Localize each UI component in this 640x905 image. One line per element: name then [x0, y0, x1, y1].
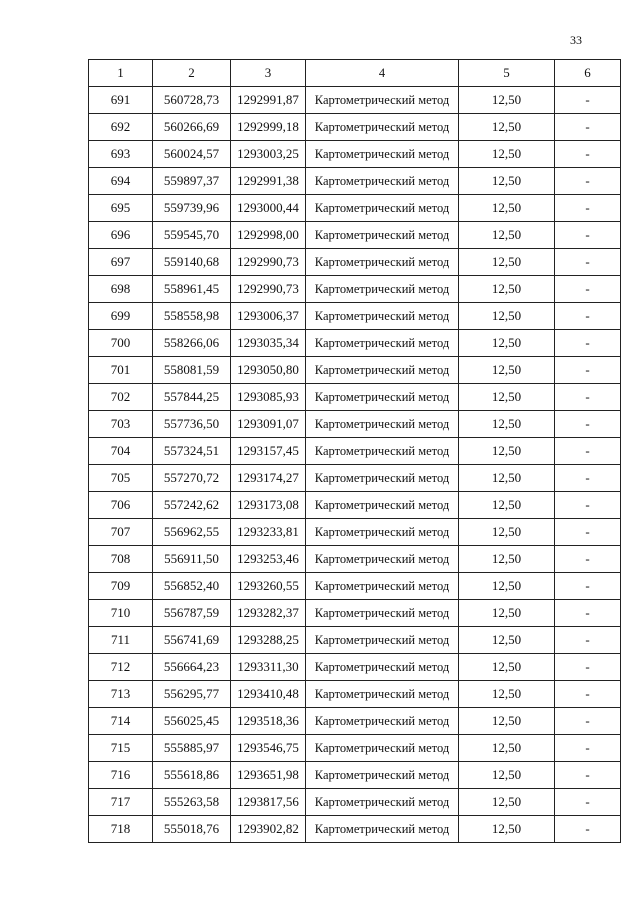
- table-row: [89, 762, 621, 789]
- method-cell: Картометрический метод: [306, 735, 459, 762]
- note-cell: -: [555, 762, 621, 789]
- x-coordinate-cell: 558558,98: [153, 303, 231, 330]
- note-cell: -: [555, 438, 621, 465]
- point-number-cell: 716: [89, 762, 153, 789]
- point-number-cell: 700: [89, 330, 153, 357]
- y-coordinate-cell: 1293288,25: [231, 627, 306, 654]
- method-cell: Картометрический метод: [306, 519, 459, 546]
- point-number-cell: 694: [89, 168, 153, 195]
- point-number-cell: 717: [89, 789, 153, 816]
- x-coordinate-cell: 556911,50: [153, 546, 231, 573]
- x-coordinate-cell: 555618,86: [153, 762, 231, 789]
- x-coordinate-cell: 555263,58: [153, 789, 231, 816]
- coordinates-table: [88, 59, 621, 843]
- note-cell: -: [555, 789, 621, 816]
- table-row: [89, 222, 621, 249]
- precision-cell: 12,50: [459, 168, 555, 195]
- table-row: [89, 735, 621, 762]
- x-coordinate-cell: 555885,97: [153, 735, 231, 762]
- note-cell: -: [555, 627, 621, 654]
- table-row: [89, 195, 621, 222]
- method-cell: Картометрический метод: [306, 87, 459, 114]
- note-cell: -: [555, 681, 621, 708]
- method-cell: Картометрический метод: [306, 141, 459, 168]
- x-coordinate-cell: 556741,69: [153, 627, 231, 654]
- note-cell: -: [555, 654, 621, 681]
- point-number-cell: 702: [89, 384, 153, 411]
- point-number-cell: 718: [89, 816, 153, 843]
- precision-cell: 12,50: [459, 87, 555, 114]
- x-coordinate-cell: 557270,72: [153, 465, 231, 492]
- y-coordinate-cell: 1293157,45: [231, 438, 306, 465]
- precision-cell: 12,50: [459, 546, 555, 573]
- method-cell: Картометрический метод: [306, 600, 459, 627]
- method-cell: Картометрический метод: [306, 708, 459, 735]
- precision-cell: 12,50: [459, 681, 555, 708]
- precision-cell: 12,50: [459, 222, 555, 249]
- method-cell: Картометрический метод: [306, 789, 459, 816]
- precision-cell: 12,50: [459, 519, 555, 546]
- table-row: [89, 438, 621, 465]
- point-number-cell: 710: [89, 600, 153, 627]
- note-cell: -: [555, 816, 621, 843]
- y-coordinate-cell: 1293546,75: [231, 735, 306, 762]
- y-coordinate-cell: 1293282,37: [231, 600, 306, 627]
- table-row: [89, 87, 621, 114]
- header-cell: 2: [153, 60, 231, 87]
- note-cell: -: [555, 303, 621, 330]
- note-cell: -: [555, 384, 621, 411]
- method-cell: Картометрический метод: [306, 465, 459, 492]
- header-cell: 4: [306, 60, 459, 87]
- precision-cell: 12,50: [459, 789, 555, 816]
- table-row: [89, 573, 621, 600]
- y-coordinate-cell: 1293085,93: [231, 384, 306, 411]
- point-number-cell: 715: [89, 735, 153, 762]
- x-coordinate-cell: 556962,55: [153, 519, 231, 546]
- method-cell: Картометрический метод: [306, 438, 459, 465]
- note-cell: -: [555, 519, 621, 546]
- precision-cell: 12,50: [459, 465, 555, 492]
- y-coordinate-cell: 1292990,73: [231, 276, 306, 303]
- precision-cell: 12,50: [459, 573, 555, 600]
- method-cell: Картометрический метод: [306, 492, 459, 519]
- table-row: [89, 384, 621, 411]
- table-row: [89, 114, 621, 141]
- note-cell: -: [555, 114, 621, 141]
- y-coordinate-cell: 1293410,48: [231, 681, 306, 708]
- method-cell: Картометрический метод: [306, 114, 459, 141]
- note-cell: -: [555, 141, 621, 168]
- y-coordinate-cell: 1293233,81: [231, 519, 306, 546]
- method-cell: Картометрический метод: [306, 330, 459, 357]
- note-cell: -: [555, 465, 621, 492]
- precision-cell: 12,50: [459, 438, 555, 465]
- precision-cell: 12,50: [459, 384, 555, 411]
- y-coordinate-cell: 1293174,27: [231, 465, 306, 492]
- header-row: [89, 60, 621, 87]
- y-coordinate-cell: 1293050,80: [231, 357, 306, 384]
- note-cell: -: [555, 357, 621, 384]
- precision-cell: 12,50: [459, 249, 555, 276]
- table-row: [89, 303, 621, 330]
- x-coordinate-cell: 558961,45: [153, 276, 231, 303]
- x-coordinate-cell: 560024,57: [153, 141, 231, 168]
- point-number-cell: 704: [89, 438, 153, 465]
- y-coordinate-cell: 1293000,44: [231, 195, 306, 222]
- x-coordinate-cell: 555018,76: [153, 816, 231, 843]
- x-coordinate-cell: 559739,96: [153, 195, 231, 222]
- y-coordinate-cell: 1293518,36: [231, 708, 306, 735]
- note-cell: -: [555, 222, 621, 249]
- x-coordinate-cell: 558081,59: [153, 357, 231, 384]
- method-cell: Картометрический метод: [306, 573, 459, 600]
- precision-cell: 12,50: [459, 492, 555, 519]
- table-row: [89, 249, 621, 276]
- x-coordinate-cell: 556852,40: [153, 573, 231, 600]
- table-row: [89, 600, 621, 627]
- method-cell: Картометрический метод: [306, 546, 459, 573]
- point-number-cell: 706: [89, 492, 153, 519]
- y-coordinate-cell: 1292990,73: [231, 249, 306, 276]
- method-cell: Картометрический метод: [306, 222, 459, 249]
- precision-cell: 12,50: [459, 411, 555, 438]
- point-number-cell: 707: [89, 519, 153, 546]
- precision-cell: 12,50: [459, 627, 555, 654]
- note-cell: -: [555, 600, 621, 627]
- method-cell: Картометрический метод: [306, 762, 459, 789]
- note-cell: -: [555, 735, 621, 762]
- point-number-cell: 693: [89, 141, 153, 168]
- note-cell: -: [555, 573, 621, 600]
- y-coordinate-cell: 1292998,00: [231, 222, 306, 249]
- header-cell: 1: [89, 60, 153, 87]
- precision-cell: 12,50: [459, 276, 555, 303]
- y-coordinate-cell: 1293035,34: [231, 330, 306, 357]
- page-number: 33: [570, 33, 582, 47]
- note-cell: -: [555, 492, 621, 519]
- header-cell: 3: [231, 60, 306, 87]
- precision-cell: 12,50: [459, 600, 555, 627]
- table-row: [89, 681, 621, 708]
- note-cell: -: [555, 276, 621, 303]
- y-coordinate-cell: 1293817,56: [231, 789, 306, 816]
- table-row: [89, 546, 621, 573]
- y-coordinate-cell: 1293311,30: [231, 654, 306, 681]
- point-number-cell: 713: [89, 681, 153, 708]
- x-coordinate-cell: 556787,59: [153, 600, 231, 627]
- method-cell: Картометрический метод: [306, 168, 459, 195]
- table-row: [89, 168, 621, 195]
- method-cell: Картометрический метод: [306, 681, 459, 708]
- y-coordinate-cell: 1293902,82: [231, 816, 306, 843]
- point-number-cell: 709: [89, 573, 153, 600]
- table-row: [89, 708, 621, 735]
- point-number-cell: 695: [89, 195, 153, 222]
- method-cell: Картометрический метод: [306, 276, 459, 303]
- point-number-cell: 696: [89, 222, 153, 249]
- table-row: [89, 465, 621, 492]
- point-number-cell: 714: [89, 708, 153, 735]
- y-coordinate-cell: 1293260,55: [231, 573, 306, 600]
- note-cell: -: [555, 411, 621, 438]
- point-number-cell: 711: [89, 627, 153, 654]
- x-coordinate-cell: 557844,25: [153, 384, 231, 411]
- table-row: [89, 492, 621, 519]
- precision-cell: 12,50: [459, 303, 555, 330]
- table-row: [89, 627, 621, 654]
- method-cell: Картометрический метод: [306, 627, 459, 654]
- note-cell: -: [555, 249, 621, 276]
- precision-cell: 12,50: [459, 141, 555, 168]
- x-coordinate-cell: 556025,45: [153, 708, 231, 735]
- point-number-cell: 699: [89, 303, 153, 330]
- y-coordinate-cell: 1293091,07: [231, 411, 306, 438]
- y-coordinate-cell: 1293003,25: [231, 141, 306, 168]
- header-cell: 5: [459, 60, 555, 87]
- y-coordinate-cell: 1292991,87: [231, 87, 306, 114]
- point-number-cell: 708: [89, 546, 153, 573]
- table-row: [89, 789, 621, 816]
- x-coordinate-cell: 559545,70: [153, 222, 231, 249]
- x-coordinate-cell: 556295,77: [153, 681, 231, 708]
- note-cell: -: [555, 546, 621, 573]
- point-number-cell: 712: [89, 654, 153, 681]
- y-coordinate-cell: 1293006,37: [231, 303, 306, 330]
- table-row: [89, 411, 621, 438]
- x-coordinate-cell: 558266,06: [153, 330, 231, 357]
- method-cell: Картометрический метод: [306, 384, 459, 411]
- precision-cell: 12,50: [459, 357, 555, 384]
- table-row: [89, 654, 621, 681]
- table-row: [89, 276, 621, 303]
- y-coordinate-cell: 1293253,46: [231, 546, 306, 573]
- precision-cell: 12,50: [459, 735, 555, 762]
- point-number-cell: 705: [89, 465, 153, 492]
- y-coordinate-cell: 1293651,98: [231, 762, 306, 789]
- note-cell: -: [555, 87, 621, 114]
- x-coordinate-cell: 559140,68: [153, 249, 231, 276]
- x-coordinate-cell: 556664,23: [153, 654, 231, 681]
- x-coordinate-cell: 557242,62: [153, 492, 231, 519]
- header-cell: 6: [555, 60, 621, 87]
- precision-cell: 12,50: [459, 762, 555, 789]
- method-cell: Картометрический метод: [306, 249, 459, 276]
- point-number-cell: 703: [89, 411, 153, 438]
- note-cell: -: [555, 168, 621, 195]
- note-cell: -: [555, 708, 621, 735]
- method-cell: Картометрический метод: [306, 411, 459, 438]
- x-coordinate-cell: 557324,51: [153, 438, 231, 465]
- precision-cell: 12,50: [459, 195, 555, 222]
- x-coordinate-cell: 559897,37: [153, 168, 231, 195]
- note-cell: -: [555, 195, 621, 222]
- y-coordinate-cell: 1292999,18: [231, 114, 306, 141]
- note-cell: -: [555, 330, 621, 357]
- method-cell: Картометрический метод: [306, 816, 459, 843]
- method-cell: Картометрический метод: [306, 195, 459, 222]
- precision-cell: 12,50: [459, 708, 555, 735]
- precision-cell: 12,50: [459, 654, 555, 681]
- point-number-cell: 701: [89, 357, 153, 384]
- point-number-cell: 692: [89, 114, 153, 141]
- method-cell: Картометрический метод: [306, 654, 459, 681]
- method-cell: Картометрический метод: [306, 357, 459, 384]
- table-row: [89, 141, 621, 168]
- x-coordinate-cell: 560266,69: [153, 114, 231, 141]
- precision-cell: 12,50: [459, 114, 555, 141]
- point-number-cell: 697: [89, 249, 153, 276]
- precision-cell: 12,50: [459, 816, 555, 843]
- table-row: [89, 816, 621, 843]
- table-row: [89, 519, 621, 546]
- table-row: [89, 357, 621, 384]
- point-number-cell: 698: [89, 276, 153, 303]
- x-coordinate-cell: 560728,73: [153, 87, 231, 114]
- precision-cell: 12,50: [459, 330, 555, 357]
- method-cell: Картометрический метод: [306, 303, 459, 330]
- y-coordinate-cell: 1293173,08: [231, 492, 306, 519]
- point-number-cell: 691: [89, 87, 153, 114]
- table-row: [89, 330, 621, 357]
- x-coordinate-cell: 557736,50: [153, 411, 231, 438]
- y-coordinate-cell: 1292991,38: [231, 168, 306, 195]
